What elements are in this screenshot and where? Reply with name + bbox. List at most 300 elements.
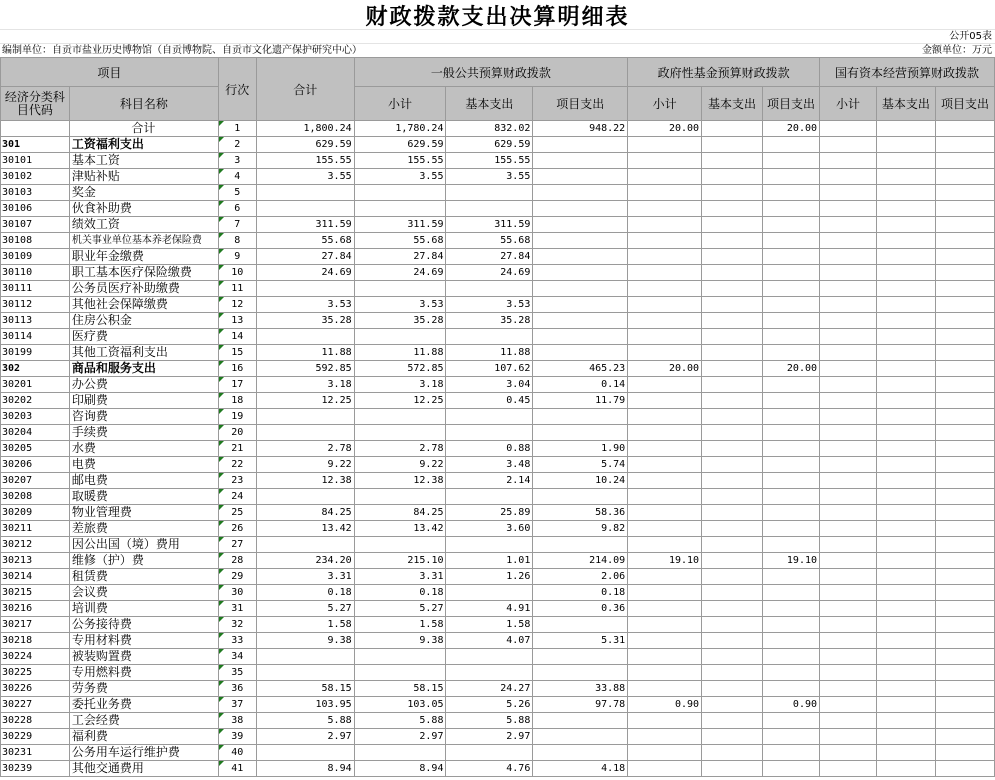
- econ-code-cell[interactable]: 30215: [1, 585, 70, 601]
- capital-subtotal-cell[interactable]: [820, 729, 877, 745]
- general-basic-cell[interactable]: [446, 185, 533, 201]
- subject-name-cell[interactable]: 福利费: [69, 729, 218, 745]
- econ-code-cell[interactable]: 30111: [1, 281, 70, 297]
- general-basic-cell[interactable]: 1.01: [446, 553, 533, 569]
- general-subtotal-cell[interactable]: [354, 489, 446, 505]
- fund-subtotal-cell[interactable]: [628, 329, 702, 345]
- capital-project-cell[interactable]: [935, 585, 994, 601]
- general-project-cell[interactable]: [533, 409, 628, 425]
- table-row[interactable]: [1, 489, 995, 505]
- fund-basic-cell[interactable]: [702, 217, 763, 233]
- table-row[interactable]: [1, 473, 995, 489]
- general-project-cell[interactable]: [533, 201, 628, 217]
- capital-project-cell[interactable]: [935, 521, 994, 537]
- general-basic-cell[interactable]: 1.58: [446, 617, 533, 633]
- econ-code-cell[interactable]: 30201: [1, 377, 70, 393]
- fund-project-cell[interactable]: [763, 601, 820, 617]
- fund-basic-cell[interactable]: [702, 121, 763, 137]
- fund-basic-cell[interactable]: [702, 153, 763, 169]
- row-number-cell[interactable]: 10: [218, 265, 256, 281]
- general-subtotal-cell[interactable]: 84.25: [354, 505, 446, 521]
- row-number-cell[interactable]: 25: [218, 505, 256, 521]
- general-project-cell[interactable]: [533, 713, 628, 729]
- subject-name-cell[interactable]: 办公费: [69, 377, 218, 393]
- total-cell[interactable]: 12.25: [256, 393, 354, 409]
- capital-project-cell[interactable]: [935, 425, 994, 441]
- total-cell[interactable]: 9.38: [256, 633, 354, 649]
- general-subtotal-cell[interactable]: 12.25: [354, 393, 446, 409]
- total-cell[interactable]: 1,800.24: [256, 121, 354, 137]
- general-basic-cell[interactable]: 4.91: [446, 601, 533, 617]
- capital-subtotal-cell[interactable]: [820, 745, 877, 761]
- subject-name-cell[interactable]: 维修（护）费: [69, 553, 218, 569]
- fund-basic-cell[interactable]: [702, 521, 763, 537]
- row-number-cell[interactable]: 4: [218, 169, 256, 185]
- fund-basic-cell[interactable]: [702, 473, 763, 489]
- econ-code-cell[interactable]: 301: [1, 137, 70, 153]
- fund-basic-cell[interactable]: [702, 697, 763, 713]
- capital-subtotal-cell[interactable]: [820, 681, 877, 697]
- fund-basic-cell[interactable]: [702, 713, 763, 729]
- general-subtotal-cell[interactable]: 3.31: [354, 569, 446, 585]
- total-cell[interactable]: 155.55: [256, 153, 354, 169]
- fund-subtotal-cell[interactable]: [628, 457, 702, 473]
- fund-project-cell[interactable]: [763, 153, 820, 169]
- general-project-cell[interactable]: 1.90: [533, 441, 628, 457]
- capital-subtotal-cell[interactable]: [820, 233, 877, 249]
- row-number-cell[interactable]: 38: [218, 713, 256, 729]
- general-subtotal-cell[interactable]: 24.69: [354, 265, 446, 281]
- table-row[interactable]: [1, 409, 995, 425]
- econ-code-cell[interactable]: 30217: [1, 617, 70, 633]
- fund-project-cell[interactable]: [763, 249, 820, 265]
- general-project-cell[interactable]: [533, 281, 628, 297]
- fund-basic-cell[interactable]: [702, 345, 763, 361]
- subject-name-cell[interactable]: 其他工资福利支出: [69, 345, 218, 361]
- fund-subtotal-cell[interactable]: [628, 537, 702, 553]
- fund-project-cell[interactable]: [763, 665, 820, 681]
- fund-project-cell[interactable]: [763, 313, 820, 329]
- total-cell[interactable]: 55.68: [256, 233, 354, 249]
- capital-basic-cell[interactable]: [876, 569, 935, 585]
- row-number-cell[interactable]: 3: [218, 153, 256, 169]
- capital-project-cell[interactable]: [935, 457, 994, 473]
- econ-code-cell[interactable]: 30224: [1, 649, 70, 665]
- general-project-cell[interactable]: 33.88: [533, 681, 628, 697]
- fund-basic-cell[interactable]: [702, 745, 763, 761]
- econ-code-cell[interactable]: 30109: [1, 249, 70, 265]
- capital-subtotal-cell[interactable]: [820, 457, 877, 473]
- subject-name-cell[interactable]: 其他交通费用: [69, 761, 218, 777]
- total-cell[interactable]: 3.31: [256, 569, 354, 585]
- fund-basic-cell[interactable]: [702, 665, 763, 681]
- capital-basic-cell[interactable]: [876, 745, 935, 761]
- table-row[interactable]: [1, 729, 995, 745]
- subject-name-cell[interactable]: 职工基本医疗保险缴费: [69, 265, 218, 281]
- econ-code-cell[interactable]: 30211: [1, 521, 70, 537]
- capital-subtotal-cell[interactable]: [820, 489, 877, 505]
- capital-subtotal-cell[interactable]: [820, 537, 877, 553]
- subject-name-cell[interactable]: 租赁费: [69, 569, 218, 585]
- general-subtotal-cell[interactable]: 3.18: [354, 377, 446, 393]
- econ-code-cell[interactable]: 30207: [1, 473, 70, 489]
- general-subtotal-cell[interactable]: 103.05: [354, 697, 446, 713]
- fund-subtotal-cell[interactable]: [628, 649, 702, 665]
- fund-basic-cell[interactable]: [702, 297, 763, 313]
- capital-basic-cell[interactable]: [876, 121, 935, 137]
- fund-project-cell[interactable]: [763, 201, 820, 217]
- general-subtotal-cell[interactable]: 8.94: [354, 761, 446, 777]
- subject-name-cell[interactable]: 邮电费: [69, 473, 218, 489]
- general-project-cell[interactable]: [533, 345, 628, 361]
- general-subtotal-cell[interactable]: [354, 201, 446, 217]
- fund-project-cell[interactable]: 19.10: [763, 553, 820, 569]
- general-subtotal-cell[interactable]: 27.84: [354, 249, 446, 265]
- fund-basic-cell[interactable]: [702, 313, 763, 329]
- capital-subtotal-cell[interactable]: [820, 121, 877, 137]
- capital-basic-cell[interactable]: [876, 729, 935, 745]
- econ-code-cell[interactable]: 30225: [1, 665, 70, 681]
- total-cell[interactable]: [256, 649, 354, 665]
- row-number-cell[interactable]: 13: [218, 313, 256, 329]
- general-basic-cell[interactable]: 2.14: [446, 473, 533, 489]
- total-cell[interactable]: 3.18: [256, 377, 354, 393]
- general-basic-cell[interactable]: 629.59: [446, 137, 533, 153]
- fund-project-cell[interactable]: [763, 457, 820, 473]
- capital-basic-cell[interactable]: [876, 217, 935, 233]
- table-row[interactable]: [1, 569, 995, 585]
- row-number-cell[interactable]: 11: [218, 281, 256, 297]
- capital-subtotal-cell[interactable]: [820, 393, 877, 409]
- total-cell[interactable]: 234.20: [256, 553, 354, 569]
- row-number-cell[interactable]: 12: [218, 297, 256, 313]
- table-row[interactable]: [1, 441, 995, 457]
- total-cell[interactable]: [256, 201, 354, 217]
- capital-subtotal-cell[interactable]: [820, 217, 877, 233]
- subject-name-cell[interactable]: 取暖费: [69, 489, 218, 505]
- capital-subtotal-cell[interactable]: [820, 665, 877, 681]
- capital-project-cell[interactable]: [935, 345, 994, 361]
- fund-project-cell[interactable]: [763, 489, 820, 505]
- total-cell[interactable]: 5.88: [256, 713, 354, 729]
- fund-basic-cell[interactable]: [702, 361, 763, 377]
- row-number-cell[interactable]: 20: [218, 425, 256, 441]
- capital-subtotal-cell[interactable]: [820, 569, 877, 585]
- total-cell[interactable]: 0.18: [256, 585, 354, 601]
- general-basic-cell[interactable]: 27.84: [446, 249, 533, 265]
- fund-project-cell[interactable]: [763, 281, 820, 297]
- fund-project-cell[interactable]: [763, 649, 820, 665]
- general-basic-cell[interactable]: 2.97: [446, 729, 533, 745]
- fund-basic-cell[interactable]: [702, 137, 763, 153]
- table-row[interactable]: [1, 137, 995, 153]
- capital-basic-cell[interactable]: [876, 681, 935, 697]
- econ-code-cell[interactable]: 30231: [1, 745, 70, 761]
- total-cell[interactable]: [256, 425, 354, 441]
- fund-subtotal-cell[interactable]: [628, 745, 702, 761]
- fund-project-cell[interactable]: [763, 745, 820, 761]
- table-row[interactable]: [1, 745, 995, 761]
- subject-name-cell[interactable]: 培训费: [69, 601, 218, 617]
- capital-subtotal-cell[interactable]: [820, 521, 877, 537]
- capital-basic-cell[interactable]: [876, 585, 935, 601]
- fund-subtotal-cell[interactable]: [628, 441, 702, 457]
- capital-project-cell[interactable]: [935, 185, 994, 201]
- capital-basic-cell[interactable]: [876, 521, 935, 537]
- general-basic-cell[interactable]: 311.59: [446, 217, 533, 233]
- fund-subtotal-cell[interactable]: [628, 713, 702, 729]
- econ-code-cell[interactable]: 30226: [1, 681, 70, 697]
- subject-name-cell[interactable]: 公务接待费: [69, 617, 218, 633]
- row-number-cell[interactable]: 34: [218, 649, 256, 665]
- capital-project-cell[interactable]: [935, 761, 994, 777]
- subject-name-cell[interactable]: 医疗费: [69, 329, 218, 345]
- subject-name-cell[interactable]: 奖金: [69, 185, 218, 201]
- general-basic-cell[interactable]: [446, 329, 533, 345]
- fund-basic-cell[interactable]: [702, 249, 763, 265]
- general-subtotal-cell[interactable]: 9.38: [354, 633, 446, 649]
- general-project-cell[interactable]: [533, 137, 628, 153]
- row-number-cell[interactable]: 37: [218, 697, 256, 713]
- general-subtotal-cell[interactable]: [354, 409, 446, 425]
- fund-subtotal-cell[interactable]: 20.00: [628, 361, 702, 377]
- general-project-cell[interactable]: 58.36: [533, 505, 628, 521]
- row-number-cell[interactable]: 15: [218, 345, 256, 361]
- fund-basic-cell[interactable]: [702, 553, 763, 569]
- capital-basic-cell[interactable]: [876, 537, 935, 553]
- general-subtotal-cell[interactable]: 3.53: [354, 297, 446, 313]
- capital-project-cell[interactable]: [935, 649, 994, 665]
- general-project-cell[interactable]: [533, 537, 628, 553]
- capital-basic-cell[interactable]: [876, 153, 935, 169]
- capital-basic-cell[interactable]: [876, 201, 935, 217]
- table-row[interactable]: [1, 329, 995, 345]
- total-cell[interactable]: 24.69: [256, 265, 354, 281]
- fund-basic-cell[interactable]: [702, 409, 763, 425]
- total-cell[interactable]: 311.59: [256, 217, 354, 233]
- table-row[interactable]: [1, 297, 995, 313]
- fund-subtotal-cell[interactable]: [628, 153, 702, 169]
- subject-name-cell[interactable]: 职业年金缴费: [69, 249, 218, 265]
- general-subtotal-cell[interactable]: 155.55: [354, 153, 446, 169]
- row-number-cell[interactable]: 36: [218, 681, 256, 697]
- fund-subtotal-cell[interactable]: [628, 489, 702, 505]
- table-row[interactable]: [1, 505, 995, 521]
- capital-subtotal-cell[interactable]: [820, 345, 877, 361]
- subject-name-cell[interactable]: 水费: [69, 441, 218, 457]
- econ-code-cell[interactable]: 30108: [1, 233, 70, 249]
- general-subtotal-cell[interactable]: 215.10: [354, 553, 446, 569]
- econ-code-cell[interactable]: 30218: [1, 633, 70, 649]
- fund-project-cell[interactable]: 20.00: [763, 361, 820, 377]
- row-number-cell[interactable]: 32: [218, 617, 256, 633]
- total-cell[interactable]: [256, 745, 354, 761]
- row-number-cell[interactable]: 21: [218, 441, 256, 457]
- subject-name-cell[interactable]: 伙食补助费: [69, 201, 218, 217]
- econ-code-cell[interactable]: 30114: [1, 329, 70, 345]
- general-subtotal-cell[interactable]: 2.78: [354, 441, 446, 457]
- table-row[interactable]: [1, 217, 995, 233]
- capital-basic-cell[interactable]: [876, 553, 935, 569]
- subject-name-cell[interactable]: 会议费: [69, 585, 218, 601]
- general-subtotal-cell[interactable]: 2.97: [354, 729, 446, 745]
- total-cell[interactable]: 58.15: [256, 681, 354, 697]
- general-project-cell[interactable]: [533, 249, 628, 265]
- capital-basic-cell[interactable]: [876, 617, 935, 633]
- capital-project-cell[interactable]: [935, 393, 994, 409]
- fund-basic-cell[interactable]: [702, 489, 763, 505]
- capital-project-cell[interactable]: [935, 729, 994, 745]
- row-number-cell[interactable]: 17: [218, 377, 256, 393]
- row-number-cell[interactable]: 5: [218, 185, 256, 201]
- capital-basic-cell[interactable]: [876, 329, 935, 345]
- subject-name-cell[interactable]: 绩效工资: [69, 217, 218, 233]
- econ-code-cell[interactable]: 30112: [1, 297, 70, 313]
- general-project-cell[interactable]: 10.24: [533, 473, 628, 489]
- general-project-cell[interactable]: 5.31: [533, 633, 628, 649]
- general-basic-cell[interactable]: 3.60: [446, 521, 533, 537]
- fund-project-cell[interactable]: [763, 441, 820, 457]
- general-project-cell[interactable]: 11.79: [533, 393, 628, 409]
- fund-basic-cell[interactable]: [702, 393, 763, 409]
- row-number-cell[interactable]: 1: [218, 121, 256, 137]
- general-basic-cell[interactable]: [446, 537, 533, 553]
- capital-subtotal-cell[interactable]: [820, 329, 877, 345]
- econ-code-cell[interactable]: 30113: [1, 313, 70, 329]
- fund-project-cell[interactable]: [763, 569, 820, 585]
- general-basic-cell[interactable]: 3.53: [446, 297, 533, 313]
- general-project-cell[interactable]: 0.18: [533, 585, 628, 601]
- fund-subtotal-cell[interactable]: [628, 313, 702, 329]
- capital-subtotal-cell[interactable]: [820, 633, 877, 649]
- row-number-cell[interactable]: 33: [218, 633, 256, 649]
- general-project-cell[interactable]: [533, 217, 628, 233]
- table-row[interactable]: [1, 281, 995, 297]
- capital-basic-cell[interactable]: [876, 313, 935, 329]
- general-project-cell[interactable]: [533, 665, 628, 681]
- general-basic-cell[interactable]: [446, 585, 533, 601]
- fund-basic-cell[interactable]: [702, 633, 763, 649]
- fund-basic-cell[interactable]: [702, 377, 763, 393]
- total-cell[interactable]: 9.22: [256, 457, 354, 473]
- fund-basic-cell[interactable]: [702, 617, 763, 633]
- capital-project-cell[interactable]: [935, 617, 994, 633]
- fund-subtotal-cell[interactable]: [628, 137, 702, 153]
- capital-project-cell[interactable]: [935, 473, 994, 489]
- subject-name-cell[interactable]: 专用材料费: [69, 633, 218, 649]
- table-row[interactable]: [1, 361, 995, 377]
- capital-subtotal-cell[interactable]: [820, 697, 877, 713]
- capital-basic-cell[interactable]: [876, 185, 935, 201]
- general-subtotal-cell[interactable]: 0.18: [354, 585, 446, 601]
- fund-subtotal-cell[interactable]: [628, 393, 702, 409]
- general-project-cell[interactable]: [533, 265, 628, 281]
- general-subtotal-cell[interactable]: [354, 745, 446, 761]
- table-row[interactable]: [1, 633, 995, 649]
- fund-project-cell[interactable]: [763, 633, 820, 649]
- general-subtotal-cell[interactable]: [354, 425, 446, 441]
- fund-subtotal-cell[interactable]: [628, 761, 702, 777]
- capital-basic-cell[interactable]: [876, 361, 935, 377]
- general-basic-cell[interactable]: 24.27: [446, 681, 533, 697]
- general-subtotal-cell[interactable]: [354, 185, 446, 201]
- general-basic-cell[interactable]: 5.26: [446, 697, 533, 713]
- fund-subtotal-cell[interactable]: [628, 169, 702, 185]
- table-row[interactable]: [1, 457, 995, 473]
- total-cell[interactable]: [256, 185, 354, 201]
- capital-subtotal-cell[interactable]: [820, 649, 877, 665]
- capital-basic-cell[interactable]: [876, 665, 935, 681]
- total-cell[interactable]: 35.28: [256, 313, 354, 329]
- capital-basic-cell[interactable]: [876, 505, 935, 521]
- total-cell[interactable]: 27.84: [256, 249, 354, 265]
- general-basic-cell[interactable]: 155.55: [446, 153, 533, 169]
- subject-name-cell[interactable]: 其他社会保障缴费: [69, 297, 218, 313]
- capital-subtotal-cell[interactable]: [820, 169, 877, 185]
- capital-project-cell[interactable]: [935, 681, 994, 697]
- total-cell[interactable]: [256, 281, 354, 297]
- general-basic-cell[interactable]: [446, 745, 533, 761]
- table-row[interactable]: [1, 665, 995, 681]
- capital-project-cell[interactable]: [935, 281, 994, 297]
- fund-subtotal-cell[interactable]: [628, 281, 702, 297]
- table-row[interactable]: [1, 585, 995, 601]
- general-basic-cell[interactable]: [446, 425, 533, 441]
- fund-basic-cell[interactable]: [702, 649, 763, 665]
- table-row[interactable]: [1, 617, 995, 633]
- total-cell[interactable]: 1.58: [256, 617, 354, 633]
- capital-basic-cell[interactable]: [876, 345, 935, 361]
- capital-project-cell[interactable]: [935, 745, 994, 761]
- subject-name-cell[interactable]: 电费: [69, 457, 218, 473]
- econ-code-cell[interactable]: 30107: [1, 217, 70, 233]
- table-row[interactable]: [1, 377, 995, 393]
- row-number-cell[interactable]: 39: [218, 729, 256, 745]
- general-project-cell[interactable]: 97.78: [533, 697, 628, 713]
- fund-subtotal-cell[interactable]: [628, 409, 702, 425]
- econ-code-cell[interactable]: 30212: [1, 537, 70, 553]
- fund-subtotal-cell[interactable]: 0.90: [628, 697, 702, 713]
- fund-project-cell[interactable]: [763, 217, 820, 233]
- table-row[interactable]: [1, 313, 995, 329]
- general-subtotal-cell[interactable]: 11.88: [354, 345, 446, 361]
- general-basic-cell[interactable]: 3.48: [446, 457, 533, 473]
- row-number-cell[interactable]: 40: [218, 745, 256, 761]
- capital-basic-cell[interactable]: [876, 457, 935, 473]
- fund-project-cell[interactable]: [763, 425, 820, 441]
- fund-subtotal-cell[interactable]: [628, 585, 702, 601]
- capital-subtotal-cell[interactable]: [820, 425, 877, 441]
- fund-subtotal-cell[interactable]: [628, 473, 702, 489]
- fund-project-cell[interactable]: 20.00: [763, 121, 820, 137]
- capital-subtotal-cell[interactable]: [820, 441, 877, 457]
- capital-project-cell[interactable]: [935, 665, 994, 681]
- general-basic-cell[interactable]: 0.45: [446, 393, 533, 409]
- general-subtotal-cell[interactable]: [354, 281, 446, 297]
- subject-name-cell[interactable]: 被装购置费: [69, 649, 218, 665]
- capital-project-cell[interactable]: [935, 537, 994, 553]
- subject-name-cell[interactable]: 工资福利支出: [69, 137, 218, 153]
- fund-subtotal-cell[interactable]: [628, 569, 702, 585]
- capital-basic-cell[interactable]: [876, 409, 935, 425]
- capital-basic-cell[interactable]: [876, 377, 935, 393]
- fund-basic-cell[interactable]: [702, 169, 763, 185]
- econ-code-cell[interactable]: 30228: [1, 713, 70, 729]
- general-project-cell[interactable]: [533, 425, 628, 441]
- capital-basic-cell[interactable]: [876, 393, 935, 409]
- capital-subtotal-cell[interactable]: [820, 281, 877, 297]
- general-subtotal-cell[interactable]: 572.85: [354, 361, 446, 377]
